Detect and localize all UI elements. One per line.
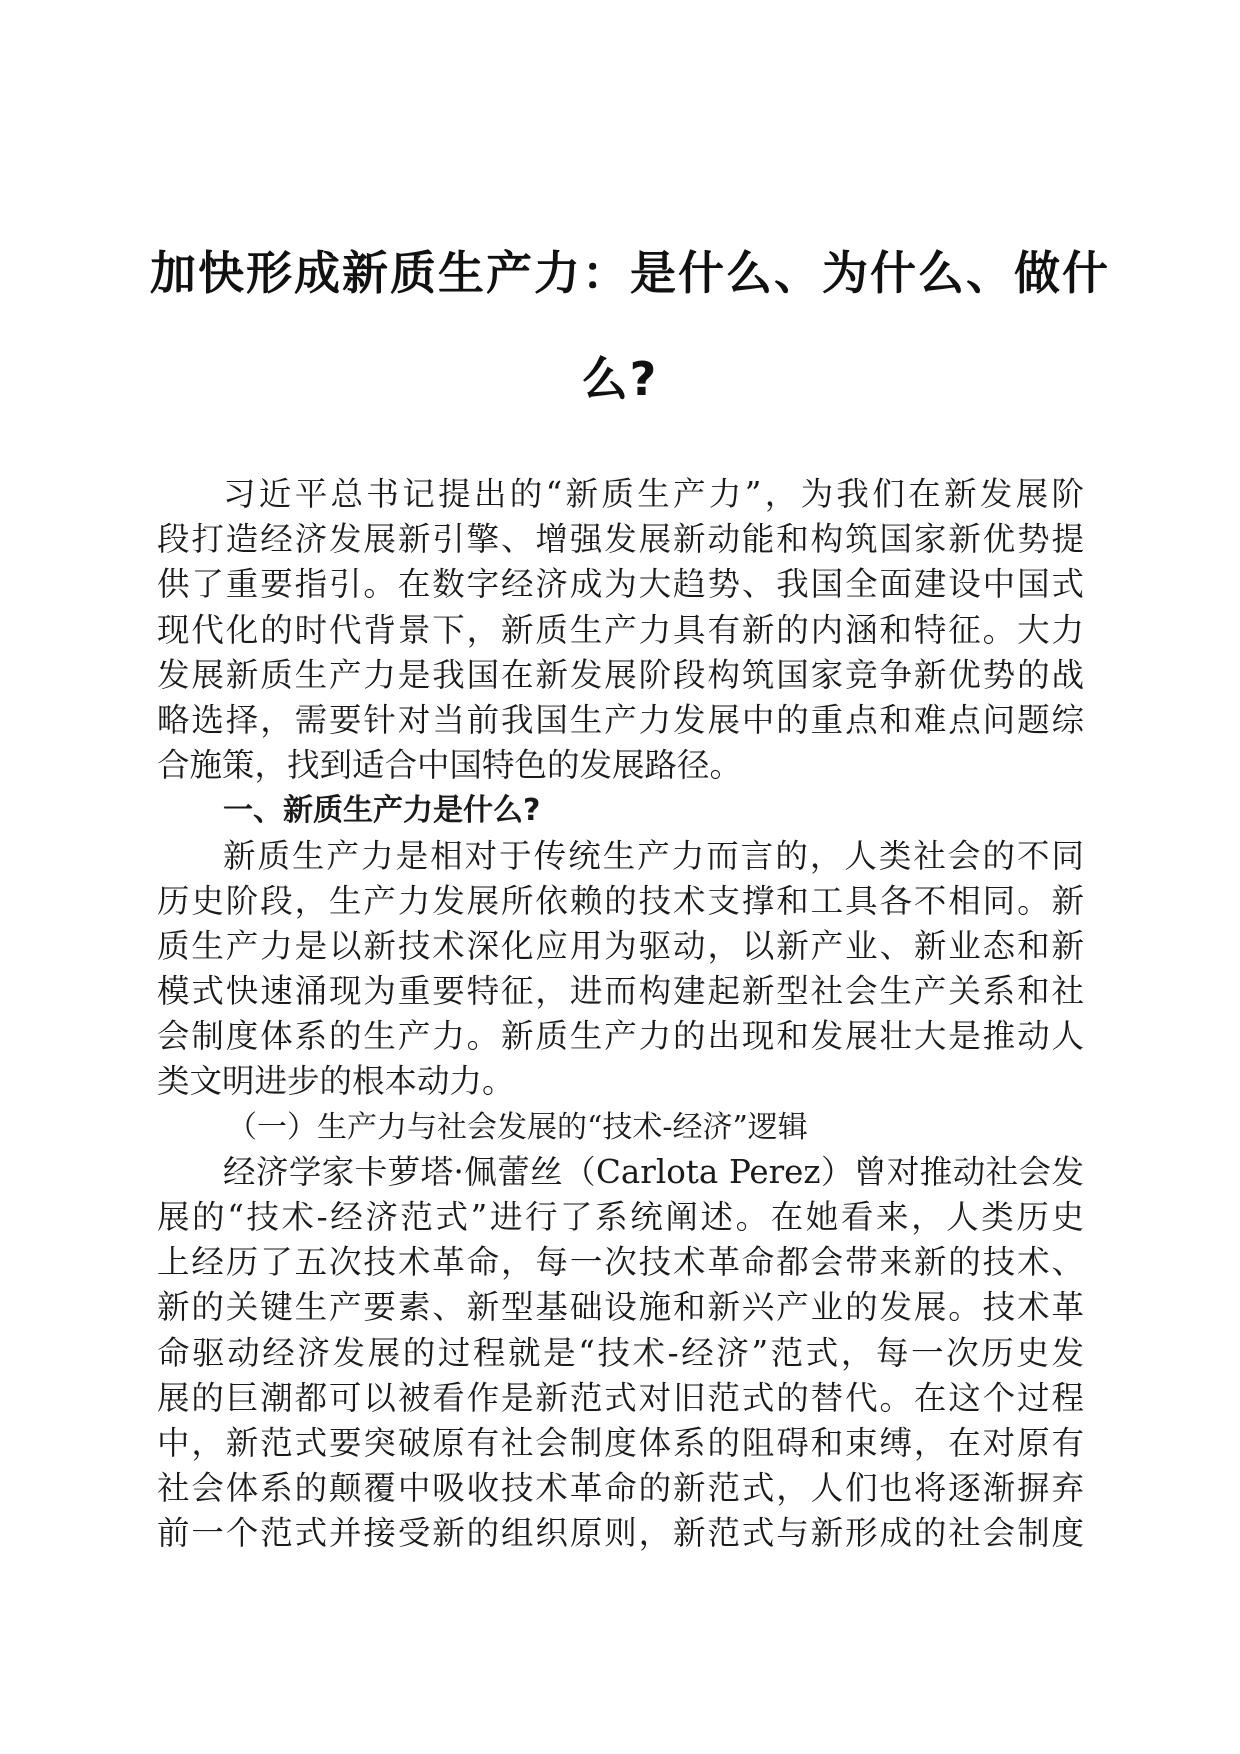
section-heading: 一、新质生产力是什么? [223, 793, 541, 829]
paragraph-line: 历史阶段，生产力发展所依赖的技术支撑和工具各不相同。新 [157, 881, 1084, 920]
paragraph-line: 段打造经济发展新引擎、增强发展新动能和构筑国家新优势提 [157, 520, 1084, 559]
paragraph-line: 模式快速涌现为重要特征，进而构建起新型社会生产关系和社 [157, 972, 1084, 1011]
paragraph-line: 会制度体系的生产力。新质生产力的出现和发展壮大是推动人 [157, 1017, 1084, 1056]
paragraph-line: 命驱动经济发展的过程就是“技术-经济”范式，每一次历史发 [157, 1333, 1084, 1372]
paragraph-line: 现代化的时代背景下，新质生产力具有新的内涵和特征。大力 [157, 610, 1084, 649]
document-body [157, 472, 1084, 1557]
paragraph-line: 类文明进步的根本动力。 [157, 1062, 515, 1101]
paragraph-line: 供了重要指引。在数字经济成为大趋势、我国全面建设中国式 [157, 565, 1084, 604]
paragraph-line: 习近平总书记提出的“新质生产力”，为我们在新发展阶 [223, 475, 1084, 513]
paragraph-line: 经济学家卡萝塔·佩蕾丝（Carlota Perez）曾对推动社会发 [223, 1152, 1084, 1191]
paragraph-line: 新质生产力是相对于传统生产力而言的，人类社会的不同 [223, 836, 1084, 875]
document-title [150, 220, 1110, 432]
paragraph-line: 新的关键生产要素、新型基础设施和新兴产业的发展。技术革 [157, 1288, 1084, 1327]
paragraph-line: 发展新质生产力是我国在新发展阶段构筑国家竞争新优势的战 [157, 655, 1084, 694]
paragraph-line: 展的巨潮都可以被看作是新范式对旧范式的替代。在这个过程 [157, 1378, 1084, 1417]
title-line: 加快形成新质生产力：是什么、为什么、做什 [150, 246, 1110, 300]
title-line: 么? [581, 352, 659, 406]
paragraph-line: 前一个范式并接受新的组织原则，新范式与新形成的社会制度 [157, 1514, 1084, 1553]
paragraph-line: 合施策，找到适合中国特色的发展路径。 [157, 746, 743, 785]
paragraph-line: 上经历了五次技术革命，每一次技术革命都会带来新的技术、 [157, 1243, 1084, 1282]
subsection-heading: （一）生产力与社会发展的“技术-经济”逻辑 [227, 1109, 808, 1145]
paragraph-line: 社会体系的颠覆中吸收技术革命的新范式，人们也将逐渐摒弃 [157, 1469, 1084, 1508]
paragraph-line: 中，新范式要突破原有社会制度体系的阻碍和束缚，在对原有 [157, 1423, 1084, 1462]
paragraph-line: 质生产力是以新技术深化应用为驱动，以新产业、新业态和新 [157, 926, 1084, 965]
paragraph-line: 展的“技术-经济范式”进行了系统阐述。在她看来，人类历史 [157, 1198, 1084, 1236]
paragraph-line: 略选择，需要针对当前我国生产力发展中的重点和难点问题综 [157, 700, 1084, 739]
